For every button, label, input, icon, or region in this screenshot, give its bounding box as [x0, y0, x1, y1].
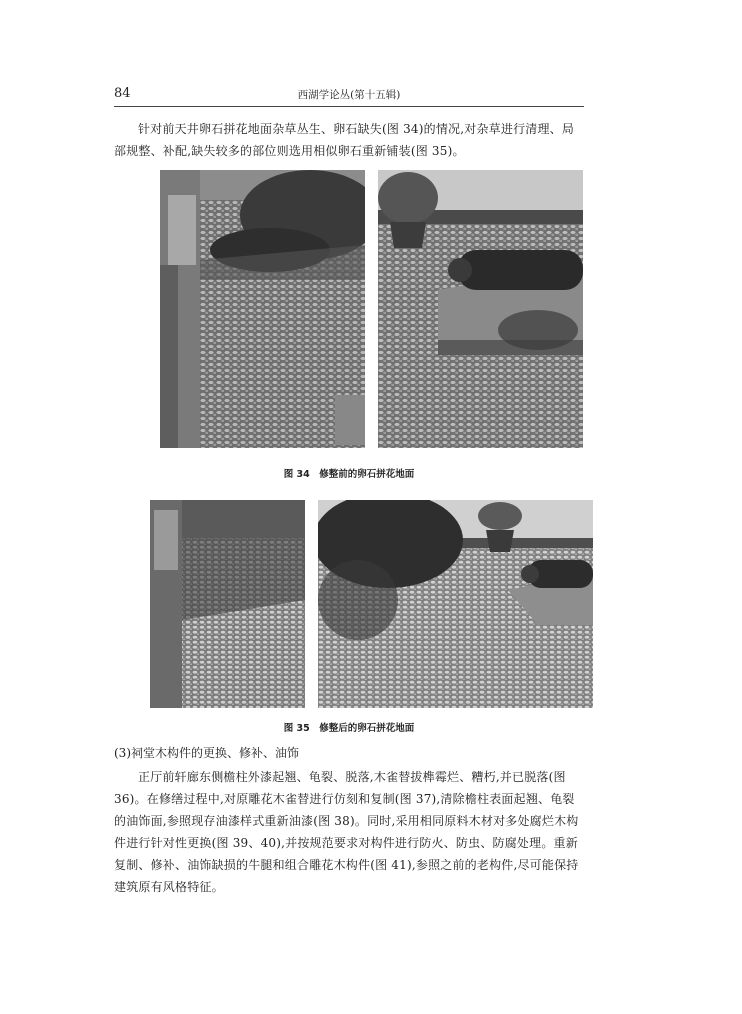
page-number: 84 [114, 86, 131, 101]
header-rule [114, 106, 584, 107]
figure35-photo-right [318, 500, 593, 708]
figure34-caption: 图 34 修整前的卵石拼花地面 [283, 469, 415, 480]
running-title: 西湖学论丛(第十五辑) [297, 89, 401, 101]
intro-paragraph: 针对前天井卵石拼花地面杂草丛生、卵石缺失(图 34)的情况,对杂草进行清理、局部规整、补配,缺失较多的部位则选用相似卵石重新铺装(图 35)。 [114, 122, 575, 158]
page-header [114, 86, 584, 106]
figure35-photo-left [150, 500, 305, 708]
figure34-photo-left [160, 170, 365, 448]
figure34-photo-right [378, 170, 583, 448]
figure35-caption: 图 35 修整后的卵石拼花地面 [283, 723, 415, 734]
section-paragraph: 正厅前轩廊东侧檐柱外漆起翘、龟裂、脱落,木雀替拔榫霉烂、糟朽,并已脱落(图 36)。在修缮过程中,对原雕花木雀替进行仿刻和复制(图 37),清除檐柱表面起翘、龟裂的油饰面,参照现存油漆样式重新油漆(图 38)。同时,采用相同原料木材对多处腐烂木构件进行针对性更换(图 39、40),并按规范要求对构件进行防火、防虫、防腐处理。重新复制、修补、油饰缺损的牛腿和组合雕花木构件(图 41),参照之前的老构件,尽可能保持建筑原有风格特征。 [114, 770, 579, 894]
section-heading: (3)祠堂木构件的更换、修补、油饰 [114, 746, 299, 760]
